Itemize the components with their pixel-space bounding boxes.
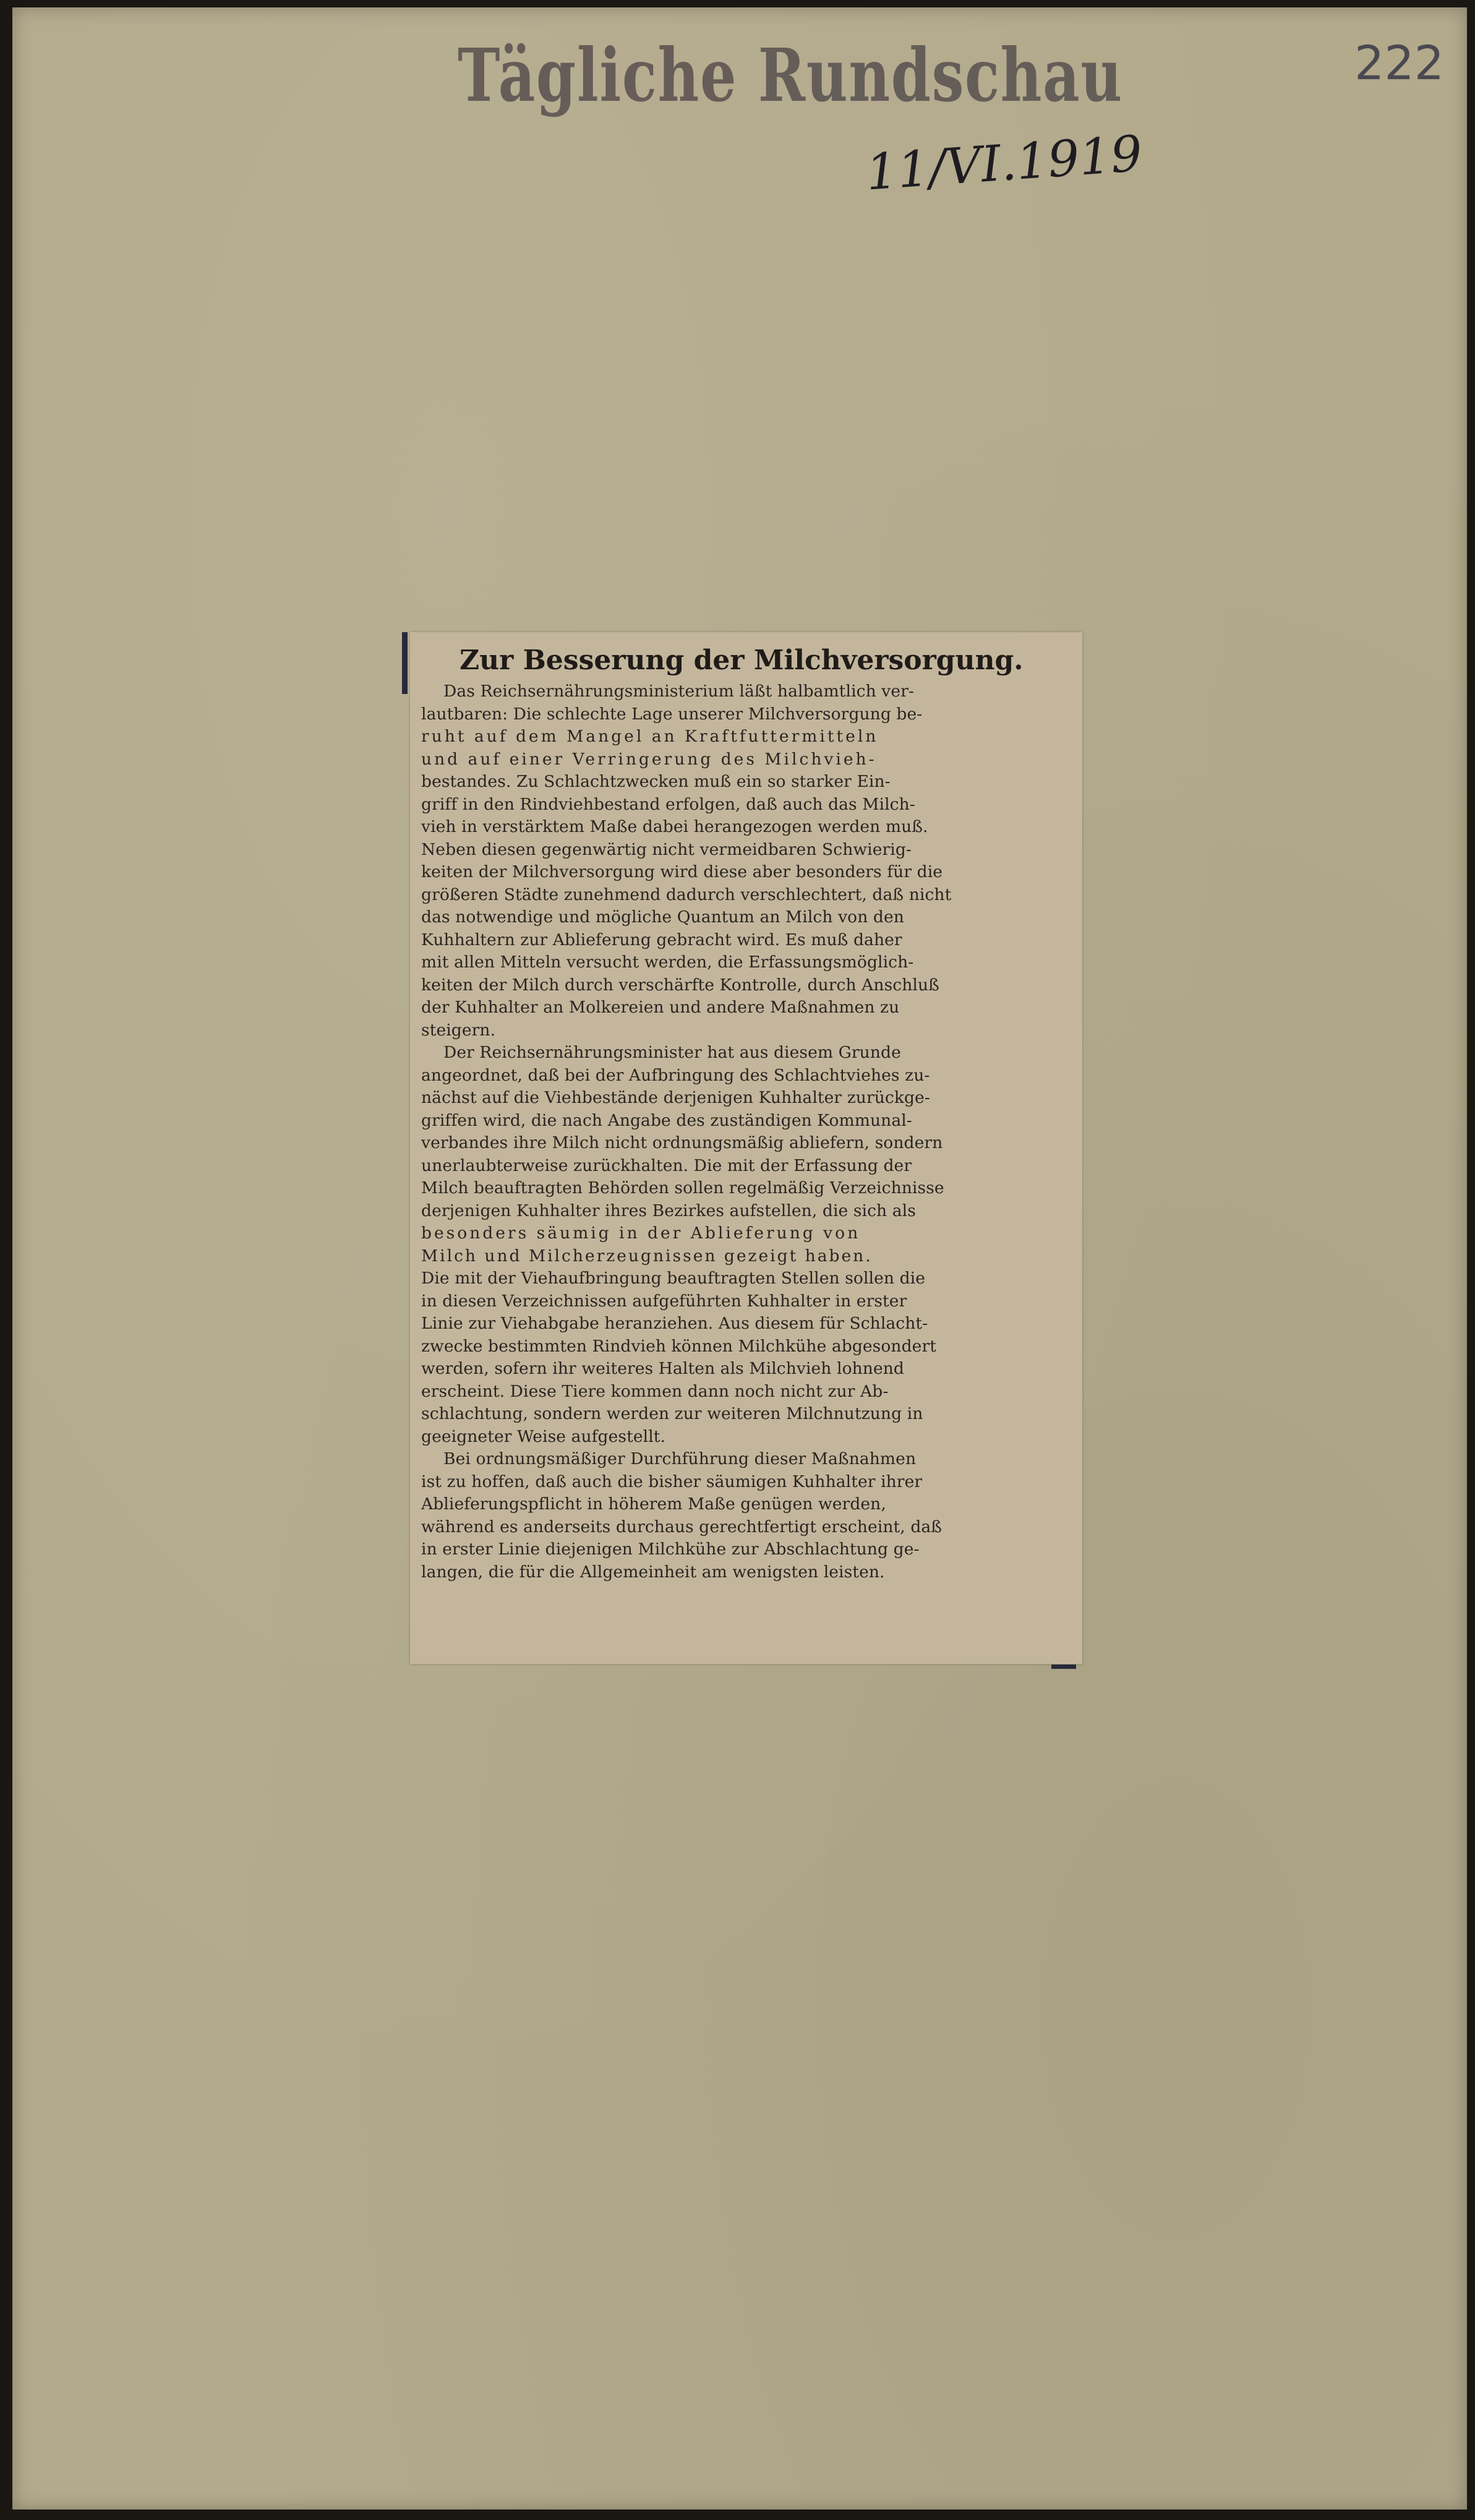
article-line: Linie zur Viehabgabe heranziehen. Aus diesem für Schlacht-: [421, 1314, 928, 1333]
newspaper-stamp: Tägliche Rundschau: [458, 32, 1123, 118]
article-line: ruht auf dem Mangel an Kraftfuttermitteln: [421, 727, 879, 746]
article-line: der Kuhhalter an Molkereien und andere Maßnahmen zu: [421, 998, 900, 1017]
article-line: in erster Linie diejenigen Milchkühe zur Abschlachtung ge-: [421, 1540, 920, 1559]
article-line: keiten der Milchversorgung wird diese aber besonders für die: [421, 862, 943, 881]
article-headline: Zur Besserung der Milchversorgung.: [460, 645, 1024, 676]
column-rule-mark: [402, 632, 408, 694]
article-line: größeren Städte zunehmend dadurch verschlechtert, daß nicht: [421, 885, 952, 904]
article-line: mit allen Mitteln versucht werden, die Erfassungsmöglich-: [421, 953, 914, 972]
article-line: verbandes ihre Milch nicht ordnungsmäßig abliefern, sondern: [421, 1133, 943, 1152]
article-line: Bei ordnungsmäßiger Durchführung dieser Maßnahmen: [443, 1449, 917, 1468]
article-line: steigern.: [421, 1020, 496, 1040]
archive-sheet: [12, 7, 1467, 2509]
article-line: besonders säumig in der Ablieferung von: [421, 1224, 861, 1243]
article-line: Milch beauftragten Behörden sollen regelmäßig Verzeichnisse: [421, 1178, 944, 1198]
article-body: [421, 680, 1072, 1584]
article-line: in diesen Verzeichnissen aufgeführten Kuhhalter in erster: [421, 1291, 907, 1311]
article-line: Neben diesen gegenwärtig nicht vermeidbaren Schwierig-: [421, 839, 912, 859]
article-line: nächst auf die Viehbestände derjenigen Kuhhalter zurückge-: [421, 1088, 930, 1107]
handwritten-date: 11/VI.1919: [864, 124, 1144, 202]
article-line: lautbaren: Die schlechte Lage unserer Milchversorgung be-: [421, 704, 923, 724]
article-line: vieh in verstärktem Maße dabei herangezogen werden muß.: [421, 817, 928, 836]
newspaper-clipping: [410, 632, 1082, 1664]
article-line: bestandes. Zu Schlachtzwecken muß ein so starker Ein-: [421, 772, 891, 791]
article-line: keiten der Milch durch verschärfte Kontrolle, durch Anschluß: [421, 975, 939, 995]
article-line: Ablieferungspflicht in höherem Maße genügen werden,: [421, 1494, 886, 1514]
article-line: geeigneter Weise aufgestellt.: [421, 1426, 666, 1446]
article-line: ist zu hoffen, daß auch die bisher säumigen Kuhhalter ihrer: [421, 1472, 923, 1491]
column-end-mark: [1051, 1665, 1076, 1669]
article-line: griffen wird, die nach Angabe des zuständigen Kommunal-: [421, 1110, 912, 1130]
article-line: Das Reichsernährungsministerium läßt halbamtlich ver-: [443, 682, 914, 701]
article-line: zwecke bestimmten Rindvieh können Milchkühe abgesondert: [421, 1336, 936, 1356]
article-line: unerlaubterweise zurückhalten. Die mit der Erfassung der: [421, 1155, 912, 1175]
article-line: während es anderseits durchaus gerechtfertigt erscheint, daß: [421, 1517, 943, 1536]
article-line: derjenigen Kuhhalter ihres Bezirkes aufstellen, die sich als: [421, 1201, 916, 1220]
article-line: Kuhhaltern zur Ablieferung gebracht wird. Es muß daher: [421, 930, 902, 949]
article-line: griff in den Rindviehbestand erfolgen, daß auch das Milch-: [421, 794, 915, 814]
article-line: Die mit der Viehaufbringung beauftragten Stellen sollen die: [421, 1269, 926, 1288]
article-line: Milch und Milcherzeugnissen gezeigt haben.: [421, 1246, 873, 1266]
article-line: schlachtung, sondern werden zur weiteren Milchnutzung in: [421, 1404, 923, 1423]
article-line: langen, die für die Allgemeinheit am wenigsten leisten.: [421, 1562, 885, 1582]
article-line: angeordnet, daß bei der Aufbringung des Schlachtviehes zu-: [421, 1065, 930, 1085]
article-line: werden, sofern ihr weiteres Halten als Milchvieh lohnend: [421, 1359, 904, 1378]
article-line: das notwendige und mögliche Quantum an Milch von den: [421, 907, 904, 927]
article-line: erscheint. Diese Tiere kommen dann noch nicht zur Ab-: [421, 1381, 889, 1401]
article-line: und auf einer Verringerung des Milchvieh-: [421, 749, 877, 769]
article-line: Der Reichsernährungsminister hat aus diesem Grunde: [443, 1043, 901, 1062]
folio-number: 222: [1354, 35, 1445, 90]
